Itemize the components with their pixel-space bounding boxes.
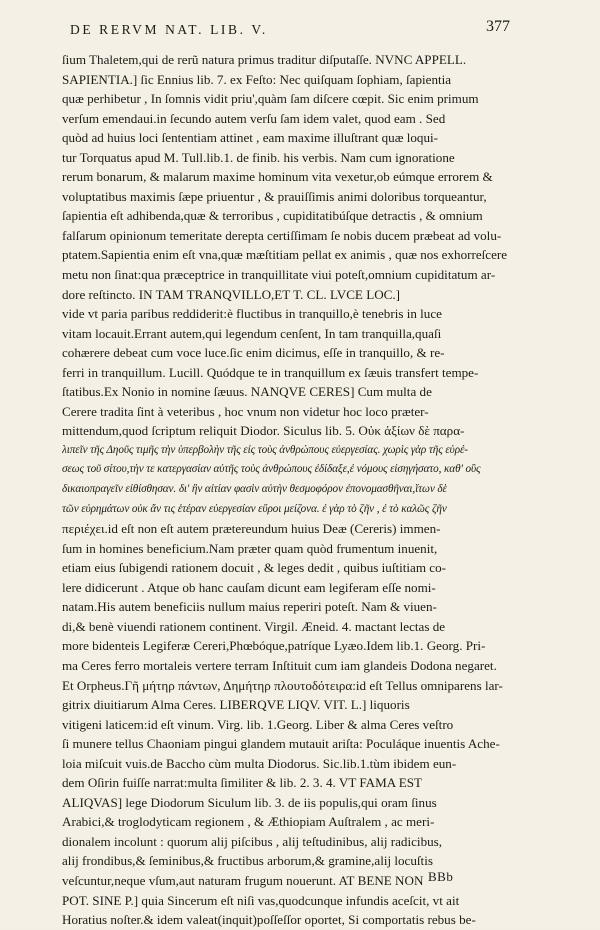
text-line: vide vt paria paribus reddiderit:è fluctibus in tranquillo,è tenebris in luce [62,306,442,322]
text-line: di,& benè viuendi rationem continent. Virgil. Æneid. 4. mactant lectas de [62,618,446,634]
text-line: Horatius noſter.& idem valeat(inquit)poſſeſſor oportet, Si comportatis rebus be- [62,912,476,928]
text-line: tur Torquatus apud M. Tull.lib.1. de finib. his verbis. Nam cum ignoratione [62,149,455,165]
text-line: loia miſcuit vuis.de Baccho cùm multa Diodorus. Sic.lib.1.tùm ibidem eun- [62,755,457,771]
text-line: Arabici,& troglodyticam regionem , & Æthiopiam Auſtralem , ac meri- [62,814,435,830]
text-line: dore reſtincto. IN TAM TRANQVILLO,ET T. CL. LVCE LOC.] [62,286,401,302]
text-line: ſium Thaletem,qui de rerũ natura primus traditur diſputaſſe. NVNC APPELL. [62,52,467,67]
text-line: quæ perhibetur , In ſomnis vidit priu',quàm ſam diſcere cœpit. Sic enim primum [62,91,479,107]
running-title: DE RERVM NAT. LIB. V. [70,22,268,37]
text-line: mittendum,quod ſcriptum reliquit Diodor. Siculus lib. 5. Οὐκ ἀξίων δὲ παρα- [62,423,465,439]
text-line: etiam eius ſubigendi rationem docuit , & leges dedit , quibus iuſtitiam co- [62,560,447,576]
page-number: 377 [486,18,510,35]
text-line: Et Orpheus.Γῆ μήτηρ πάντων, Δημήτηρ πλουτοδότειρα:id eſt Tellus omniparens lar- [62,677,503,693]
greek-text-line: σεως τοῦ σίτου,τὴν τε κατεργασίαν αὐτῆς τοὺς ἀνθρώπους ἐδίδαξε,ἐ νόμους εἰσηγήσατο, καθ' οὓς [62,463,481,476]
text-line: POT. SINE P.] quia Sincerum eſt niſi vas,quodcunque infundis aceſcit, vt ait [62,892,460,908]
text-line: SAPIENTIA.] ſic Ennius lib. 7. ex Feſto: Nec quiſquam ſophiam, ſapientia [62,71,452,87]
text-line: metu non ſinat:qua præceptrice in tranquillitate viui poteſt,omnium cupiditatum ar- [62,267,496,283]
text-line: vitigeni laticem:id eſt vinum. Virg. lib. 1.Georg. Liber & alma Ceres veſtro [62,716,454,732]
greek-text-line: δικαιοπραγεῖν εἰθίσθησαν. δι' ἣν αἰτίαν φασὶν αὐτὴν θεσμοφόρον ἐπονομασθῆναι,ἵτων δὲ [62,483,447,496]
text-line: falſarum opinionum temeritate derepta certiſſimam ſe nobis ducem præbeat ad volu- [62,227,502,243]
text-line: ptatem.Sapientia enim eſt vna,quæ mæſtitiam pellat ex animis , quæ nos exhorreſcere [62,247,508,263]
text-line: ſapientia eſt adhibenda,quæ & terroribus , cupiditatibúſque detractis , & omnium [62,208,483,224]
text-line: Cerere tradita ſint à veteribus , hoc vnum non videtur hoc loco præter- [62,403,429,419]
text-line: vitam locauit.Errant autem,qui legendum cenſent, In tam tranquilla,quaſi [62,325,442,341]
text-line: ferri in tranquillum. Lucill. Quódque te in tranquillum ex ſæuis transfert tempe- [62,364,479,380]
text-line: ſum in homines beneficium.Nam præter quam quòd frumentum inuenit, [62,540,438,556]
text-line: περιέχει.id eſt non eſt autem prætereundum huius Deæ (Cereris) immen- [62,521,441,537]
text-line: verſum emendaui.in ſecundo autem verſu ſam idem valet, quod eam . Sed [62,110,446,126]
text-line: veſcuntur,neque vſum,aut naturam frugum nouerunt. AT BENE NON [62,872,424,888]
text-line: gitrix diuitiarum Alma Ceres. LIBERQVE LIQV. VIT. L.] liquoris [62,697,410,713]
text-line: rerum bonarum, & malarum maxime hominum vita vexetur,ob eúmque errorem & [62,169,493,185]
signature-mark: BBb [428,869,454,884]
text-line: more bidenteis Legiferæ Cereri,Phœbóque,patríque Lyæo.Idem lib.1. Georg. Pri- [62,638,486,654]
text-line: ma Ceres ferro mortaleis vertere terram Inſtituit cum iam glandeis Dodona negaret. [62,657,497,673]
text-line: natam.His autem beneficiis nullum maius reperiri poteſt. Nam & viuen- [62,599,437,615]
text-line: ALIQVAS] lege Diodorum Siculum lib. 3. de iis populis,qui oram ſinus [62,794,437,810]
text-line: lere didicerunt . Atque ob hanc cauſam dicunt eam legiferam eſſe nomi- [62,579,436,595]
text-line: dionalem incolunt : quorum alij piſcibus , alij teſtudinibus, alij radicibus, [62,833,443,849]
greek-text-line: τῶν εὐρημάτων οὐκ ἄν τις ἑτέραν εὐεργεσίαν εὕροι μείζονα. ἐ γὰρ τὸ ζῆν , ἐ τὸ καλῶς ζῆν [62,502,447,515]
text-line: quòd ad huius loci ſententiam attinet , eam maxime illuſtrant quæ loqui- [62,130,439,146]
text-block [62,50,536,930]
greek-text-line: λιπεῖν τῆς Δηοῦς τιμῆς τὴν ὑπερβολὴν τῆς εἰς τοὺς ἀνθρώπους εὐεργεσίας. χωρὶς γὰρ τῆς εὑρέ- [62,443,468,456]
text-line: ſtatibus.Ex Nonio in nomine ſæuus. NANQVE CERES] Cum multa de [62,384,432,400]
text-line: ſi munere tellus Chaoniam pingui glandem mutauit ariſta: Poculáque inuentis Ache- [62,736,500,752]
text-line: dem Oſirin fuiſſe narrat:multa ſimiliter & lib. 2. 3. 4. VT FAMA EST [62,775,423,791]
text-line: cohærere debeat cum voce luce.ſic enim dicimus, eſſe in tranquillo, & re- [62,345,445,361]
text-line: voluptatibus maximis ſæpe priuentur , & prauiſſimis animi doloribus torqueantur, [62,188,487,204]
text-line: alij frondibus,& ſeminibus,& fructibus arborum,& gramine,alij locuſtis [62,853,433,869]
